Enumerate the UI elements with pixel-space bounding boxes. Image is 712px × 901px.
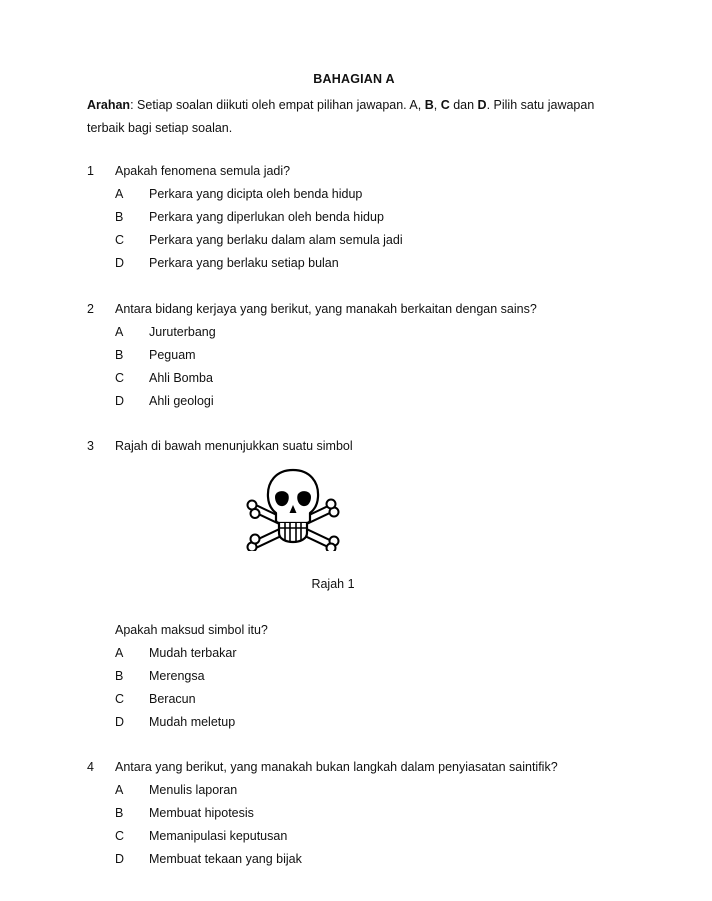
question-stem xyxy=(87,298,647,321)
question-stem xyxy=(87,435,647,458)
option-text: Peguam xyxy=(149,348,196,362)
option-letter: B xyxy=(115,210,124,224)
option-text: Perkara yang berlaku setiap bulan xyxy=(149,256,339,270)
option-letter: D xyxy=(115,394,125,408)
option-a[interactable] xyxy=(87,642,647,665)
option-text: Memanipulasi keputusan xyxy=(149,829,288,843)
option-letter: B xyxy=(115,669,124,683)
option-text: Perkara yang dicipta oleh benda hidup xyxy=(149,187,363,201)
instructions-sep-2: dan xyxy=(449,98,478,112)
option-letter: A xyxy=(115,646,124,660)
instructions-text-1: : Setiap soalan diikuti oleh empat pilihan jawapan. A, xyxy=(130,98,425,112)
question-follow-up xyxy=(87,619,647,642)
question-3-follow-up xyxy=(87,619,647,734)
option-a[interactable] xyxy=(87,183,647,206)
option-letter: C xyxy=(115,829,125,843)
option-b[interactable] xyxy=(87,206,647,229)
option-d[interactable] xyxy=(87,848,647,871)
option-c[interactable] xyxy=(87,367,647,390)
question-number: 1 xyxy=(87,164,94,178)
section-title: BAHAGIAN A xyxy=(313,72,395,86)
question-4 xyxy=(87,756,647,871)
option-b[interactable] xyxy=(87,665,647,688)
question-text: Apakah fenomena semula jadi? xyxy=(115,164,291,178)
option-letter: D xyxy=(115,256,125,270)
question-3 xyxy=(87,435,647,458)
option-c[interactable] xyxy=(87,229,647,252)
option-letter: D xyxy=(115,852,125,866)
instructions-option-b: B xyxy=(424,98,434,112)
option-b[interactable] xyxy=(87,344,647,367)
option-text: Beracun xyxy=(149,692,196,706)
question-1 xyxy=(87,160,647,275)
question-text: Apakah maksud simbol itu? xyxy=(115,623,268,637)
instructions-sep-1: , xyxy=(433,98,441,112)
option-letter: D xyxy=(115,715,125,729)
question-number: 2 xyxy=(87,302,94,316)
figure-caption: Rajah 1 xyxy=(311,577,355,591)
option-text: Perkara yang berlaku dalam alam semula jadi xyxy=(149,233,403,247)
option-d[interactable] xyxy=(87,711,647,734)
option-letter: C xyxy=(115,233,125,247)
option-letter: A xyxy=(115,783,124,797)
option-c[interactable] xyxy=(87,688,647,711)
option-d[interactable] xyxy=(87,390,647,413)
question-text: Antara bidang kerjaya yang berikut, yang manakah berkaitan dengan sains? xyxy=(115,302,537,316)
question-number: 3 xyxy=(87,439,94,453)
option-a[interactable] xyxy=(87,321,647,344)
question-text: Antara yang berikut, yang manakah bukan langkah dalam penyiasatan saintifik? xyxy=(115,760,558,774)
question-text: Rajah di bawah menunjukkan suatu simbol xyxy=(115,439,353,453)
option-letter: B xyxy=(115,806,124,820)
option-text: Ahli Bomba xyxy=(149,371,213,385)
option-letter: A xyxy=(115,325,124,339)
option-text: Membuat hipotesis xyxy=(149,806,254,820)
instructions xyxy=(87,94,607,140)
option-text: Mudah meletup xyxy=(149,715,236,729)
option-text: Membuat tekaan yang bijak xyxy=(149,852,302,866)
option-d[interactable] xyxy=(87,252,647,275)
option-text: Juruterbang xyxy=(149,325,216,339)
question-stem xyxy=(87,756,647,779)
option-letter: C xyxy=(115,371,125,385)
option-text: Menulis laporan xyxy=(149,783,238,797)
instructions-option-c: C xyxy=(440,98,450,112)
skull-crossbones-icon xyxy=(246,467,340,551)
option-text: Perkara yang diperlukan oleh benda hidup xyxy=(149,210,384,224)
option-a[interactable] xyxy=(87,779,647,802)
question-number: 4 xyxy=(87,760,94,774)
question-2 xyxy=(87,298,647,413)
option-letter: A xyxy=(115,187,124,201)
option-text: Ahli geologi xyxy=(149,394,214,408)
option-text: Merengsa xyxy=(149,669,205,683)
option-text: Mudah terbakar xyxy=(149,646,237,660)
question-stem xyxy=(87,160,647,183)
instructions-option-d: D xyxy=(477,98,487,112)
option-c[interactable] xyxy=(87,825,647,848)
option-letter: B xyxy=(115,348,124,362)
option-letter: C xyxy=(115,692,125,706)
instructions-text-2: . Pilih satu jawapan terbaik bagi setiap soalan. xyxy=(87,98,595,135)
option-b[interactable] xyxy=(87,802,647,825)
instructions-label: Arahan xyxy=(87,98,131,112)
